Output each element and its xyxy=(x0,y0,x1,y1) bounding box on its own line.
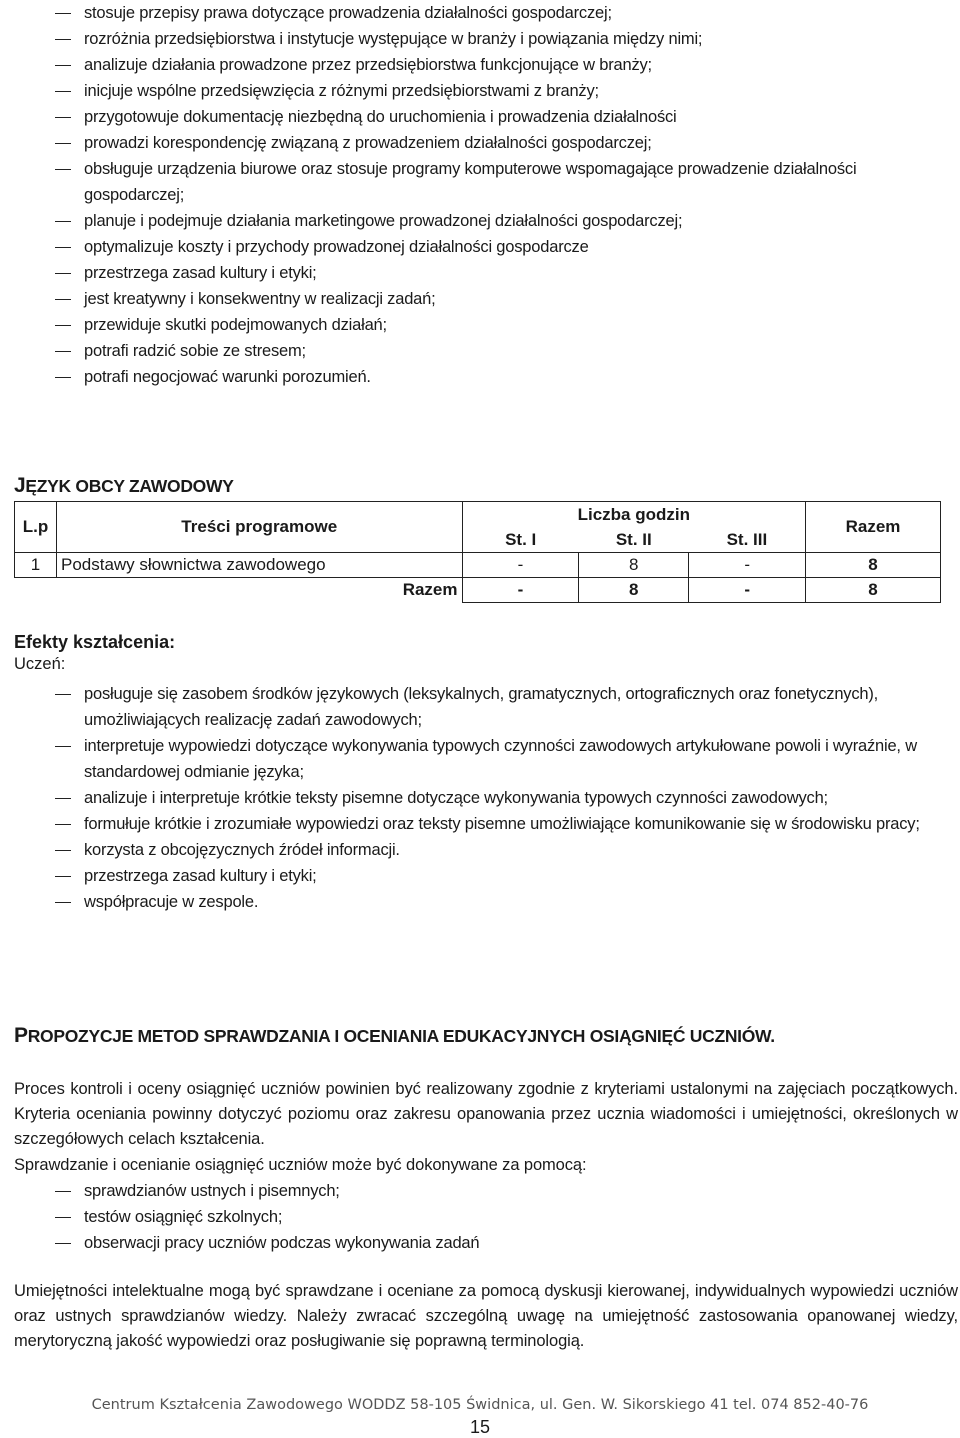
list-item: potrafi radzić sobie ze stresem; xyxy=(0,338,960,364)
list-item: korzysta z obcojęzycznych źródeł informacji. xyxy=(0,837,960,863)
header-st2: St. II xyxy=(579,527,689,553)
heading-initial: J xyxy=(14,474,26,497)
list-item: sprawdzianów ustnych i pisemnych; xyxy=(0,1178,960,1204)
total-label: Razem xyxy=(56,578,462,603)
cell-tresc: Podstawy słownictwa zawodowego xyxy=(56,553,462,578)
list-item: interpretuje wypowiedzi dotyczące wykonywania typowych czynności zawodowych artykułowane powoli i wyraźnie, w standardowej odmianie języka; xyxy=(0,733,960,785)
cell-razem: 8 xyxy=(806,553,941,578)
list-item: przewiduje skutki podejmowanych działań; xyxy=(0,312,960,338)
list-item: przestrzega zasad kultury i etyki; xyxy=(0,863,960,889)
table-total-row xyxy=(15,578,941,603)
cell-lp: 1 xyxy=(15,553,57,578)
total-st1: - xyxy=(462,578,579,603)
page-number: 15 xyxy=(469,1417,491,1437)
cell-st3: - xyxy=(689,553,806,578)
header-st3: St. III xyxy=(689,527,806,553)
list-item: testów osiągnięć szkolnych; xyxy=(0,1204,960,1230)
list-item: stosuje przepisy prawa dotyczące prowadzenia działalności gospodarczej; xyxy=(0,0,960,26)
header-tresci: Treści programowe xyxy=(56,502,462,553)
total-st3: - xyxy=(689,578,806,603)
list-item: przestrzega zasad kultury i etyki; xyxy=(0,260,960,286)
heading-initial: P xyxy=(14,1024,28,1047)
list-item: analizuje działania prowadzone przez przedsiębiorstwa funkcjonujące w branży; xyxy=(0,52,960,78)
list-item: współpracuje w zespole. xyxy=(0,889,960,915)
competence-list xyxy=(0,0,960,390)
metody-list xyxy=(0,1178,960,1256)
header-razem: Razem xyxy=(806,502,941,553)
list-item: optymalizuje koszty i przychody prowadzonej działalności gospodarcze xyxy=(0,234,960,260)
page-footer: Centrum Kształcenia Zawodowego WODDZ 58-105 Świdnica, ul. Gen. W. Sikorskiego 41 tel. 074 852-40-76 xyxy=(91,1397,869,1413)
heading-rest: ĘZYK OBCY ZAWODOWY xyxy=(25,476,234,496)
total-st2: 8 xyxy=(579,578,689,603)
header-liczba-godzin: Liczba godzin xyxy=(462,502,806,528)
section-heading-propozycje xyxy=(14,1024,775,1048)
list-item: obsługuje urządzenia biurowe oraz stosuje programy komputerowe wspomagające prowadzenie działalności gospodarczej; xyxy=(0,156,960,208)
list-item: rozróżnia przedsiębiorstwa i instytucje występujące w branży i powiązania między nimi; xyxy=(0,26,960,52)
header-st1: St. I xyxy=(462,527,579,553)
paragraph-sprawdzanie: Sprawdzanie i ocenianie osiągnięć uczniów może być dokonywane za pomocą: xyxy=(14,1156,587,1174)
list-item: formułuje krótkie i zrozumiałe wypowiedzi oraz teksty pisemne umożliwiające komunikowanie się w środowisku pracy; xyxy=(0,811,960,837)
paragraph-proces: Proces kontroli i oceny osiągnięć uczniów powinien być realizowany zgodnie z kryteriami ustalonymi na zajęciach początkowych. Kryteria oceniania powinny dotyczyć poziomu oraz zakresu opanowania przez ucznia wiadomości i umiejętności, określonych w szczegółowych celach kształcenia. xyxy=(14,1080,958,1148)
header-lp: L.p xyxy=(15,502,57,553)
efekty-heading: Efekty kształcenia: xyxy=(14,632,176,652)
efekty-list xyxy=(0,681,960,915)
cell-st1: - xyxy=(462,553,579,578)
list-item: analizuje i interpretuje krótkie teksty pisemne dotyczące wykonywania typowych czynności zawodowych; xyxy=(0,785,960,811)
uczen-label: Uczeń: xyxy=(14,655,66,673)
section-heading-jezyk xyxy=(14,474,234,498)
list-item: potrafi negocjować warunki porozumień. xyxy=(0,364,960,390)
list-item: jest kreatywny i konsekwentny w realizacji zadań; xyxy=(0,286,960,312)
list-item: obserwacji pracy uczniów podczas wykonywania zadań xyxy=(0,1230,960,1256)
table-row xyxy=(15,553,941,578)
list-item: inicjuje wspólne przedsięwzięcia z różnymi przedsiębiorstwami z branży; xyxy=(0,78,960,104)
list-item: planuje i podejmuje działania marketingowe prowadzonej działalności gospodarczej; xyxy=(0,208,960,234)
list-item: posługuje się zasobem środków językowych (leksykalnych, gramatycznych, ortograficznych oraz fonetycznych), umożliwiających realizację zadań zawodowych; xyxy=(0,681,960,733)
total-razem: 8 xyxy=(806,578,941,603)
list-item: przygotowuje dokumentację niezbędną do uruchomienia i prowadzenia działalności xyxy=(0,104,960,130)
heading-rest: ROPOZYCJE METOD SPRAWDZANIA I OCENIANIA EDUKACYJNYCH OSIĄGNIĘĆ UCZNIÓW. xyxy=(27,1026,775,1046)
cell-st2: 8 xyxy=(579,553,689,578)
hours-table xyxy=(14,501,941,603)
list-item: prowadzi korespondencję związaną z prowadzeniem działalności gospodarczej; xyxy=(0,130,960,156)
paragraph-umiejetnosci: Umiejętności intelektualne mogą być sprawdzane i oceniane za pomocą dyskusji kierowanej, indywidualnych wypowiedzi uczniów oraz ustnych sprawdzianów wiedzy. Należy zwracać szczególną uwagę na umiejętność zastosowania opanowanej wiedzy, merytoryczną jakość wypowiedzi oraz posługiwanie się poprawną terminologią. xyxy=(14,1282,958,1350)
